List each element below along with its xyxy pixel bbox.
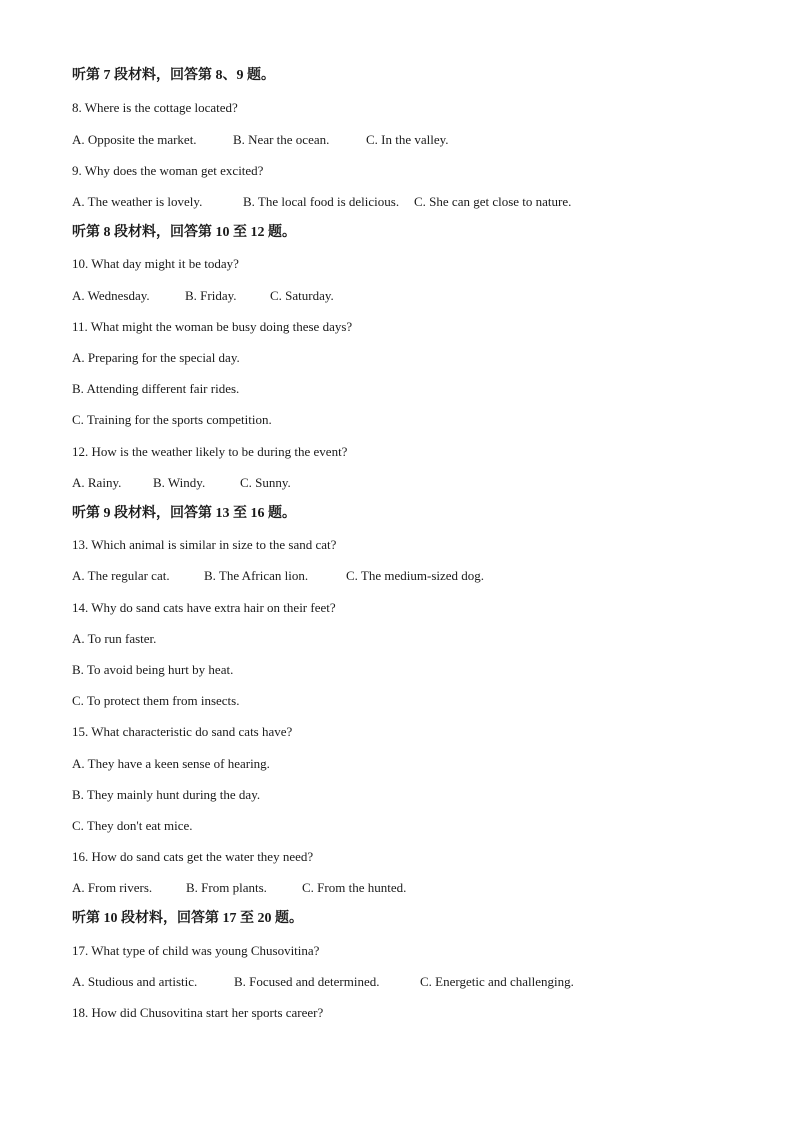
question-8: 8. Where is the cottage located? bbox=[72, 100, 238, 115]
option-c: C. They don't eat mice. bbox=[72, 818, 193, 833]
option-a: A. To run faster. bbox=[72, 631, 157, 646]
section-heading: 听第 7 段材料，回答第 8、9 题。 bbox=[72, 68, 275, 83]
option-b: B. Focused and determined. bbox=[234, 974, 380, 989]
option-a: A. Wednesday. bbox=[72, 288, 150, 303]
question-16: 16. How do sand cats get the water they need? bbox=[72, 849, 314, 864]
option-c: C. She can get close to nature. bbox=[414, 194, 572, 209]
question-17: 17. What type of child was young Chusovitina? bbox=[72, 943, 320, 958]
option-b: B. From plants. bbox=[186, 880, 267, 895]
option-b: B. Windy. bbox=[153, 475, 206, 490]
option-b: B. They mainly hunt during the day. bbox=[72, 787, 261, 802]
option-a: A. They have a keen sense of hearing. bbox=[72, 756, 270, 771]
option-c: C. From the hunted. bbox=[302, 880, 407, 895]
option-b: B. To avoid being hurt by heat. bbox=[72, 662, 234, 677]
option-c: C. Energetic and challenging. bbox=[420, 974, 574, 989]
option-a: A. Studious and artistic. bbox=[72, 974, 198, 989]
option-b: B. Near the ocean. bbox=[233, 132, 330, 147]
question-14: 14. Why do sand cats have extra hair on their feet? bbox=[72, 600, 336, 615]
option-b: B. Attending different fair rides. bbox=[72, 381, 240, 396]
option-c: C. The medium-sized dog. bbox=[346, 568, 485, 583]
question-12: 12. How is the weather likely to be during the event? bbox=[72, 444, 348, 459]
option-a: A. From rivers. bbox=[72, 880, 153, 895]
question-9: 9. Why does the woman get excited? bbox=[72, 163, 264, 178]
option-c: C. To protect them from insects. bbox=[72, 693, 240, 708]
option-c: C. Training for the sports competition. bbox=[72, 412, 272, 427]
option-b: B. The local food is delicious. bbox=[243, 194, 400, 209]
option-a: A. Preparing for the special day. bbox=[72, 350, 240, 365]
question-11: 11. What might the woman be busy doing these days? bbox=[72, 319, 353, 334]
question-15: 15. What characteristic do sand cats have? bbox=[72, 724, 293, 739]
option-b: B. The African lion. bbox=[204, 568, 309, 583]
option-c: C. In the valley. bbox=[366, 132, 449, 147]
option-a: A. Rainy. bbox=[72, 475, 122, 490]
option-a: A. The regular cat. bbox=[72, 568, 170, 583]
option-c: C. Saturday. bbox=[270, 288, 334, 303]
option-c: C. Sunny. bbox=[240, 475, 291, 490]
option-b: B. Friday. bbox=[185, 288, 237, 303]
question-13: 13. Which animal is similar in size to the sand cat? bbox=[72, 537, 337, 552]
section-heading: 听第 9 段材料，回答第 13 至 16 题。 bbox=[72, 506, 296, 521]
question-10: 10. What day might it be today? bbox=[72, 256, 239, 271]
section-heading: 听第 8 段材料，回答第 10 至 12 题。 bbox=[72, 225, 296, 240]
section-heading: 听第 10 段材料，回答第 17 至 20 题。 bbox=[72, 911, 303, 926]
question-18: 18. How did Chusovitina start her sports career? bbox=[72, 1005, 324, 1020]
option-a: A. Opposite the market. bbox=[72, 132, 197, 147]
option-a: A. The weather is lovely. bbox=[72, 194, 203, 209]
